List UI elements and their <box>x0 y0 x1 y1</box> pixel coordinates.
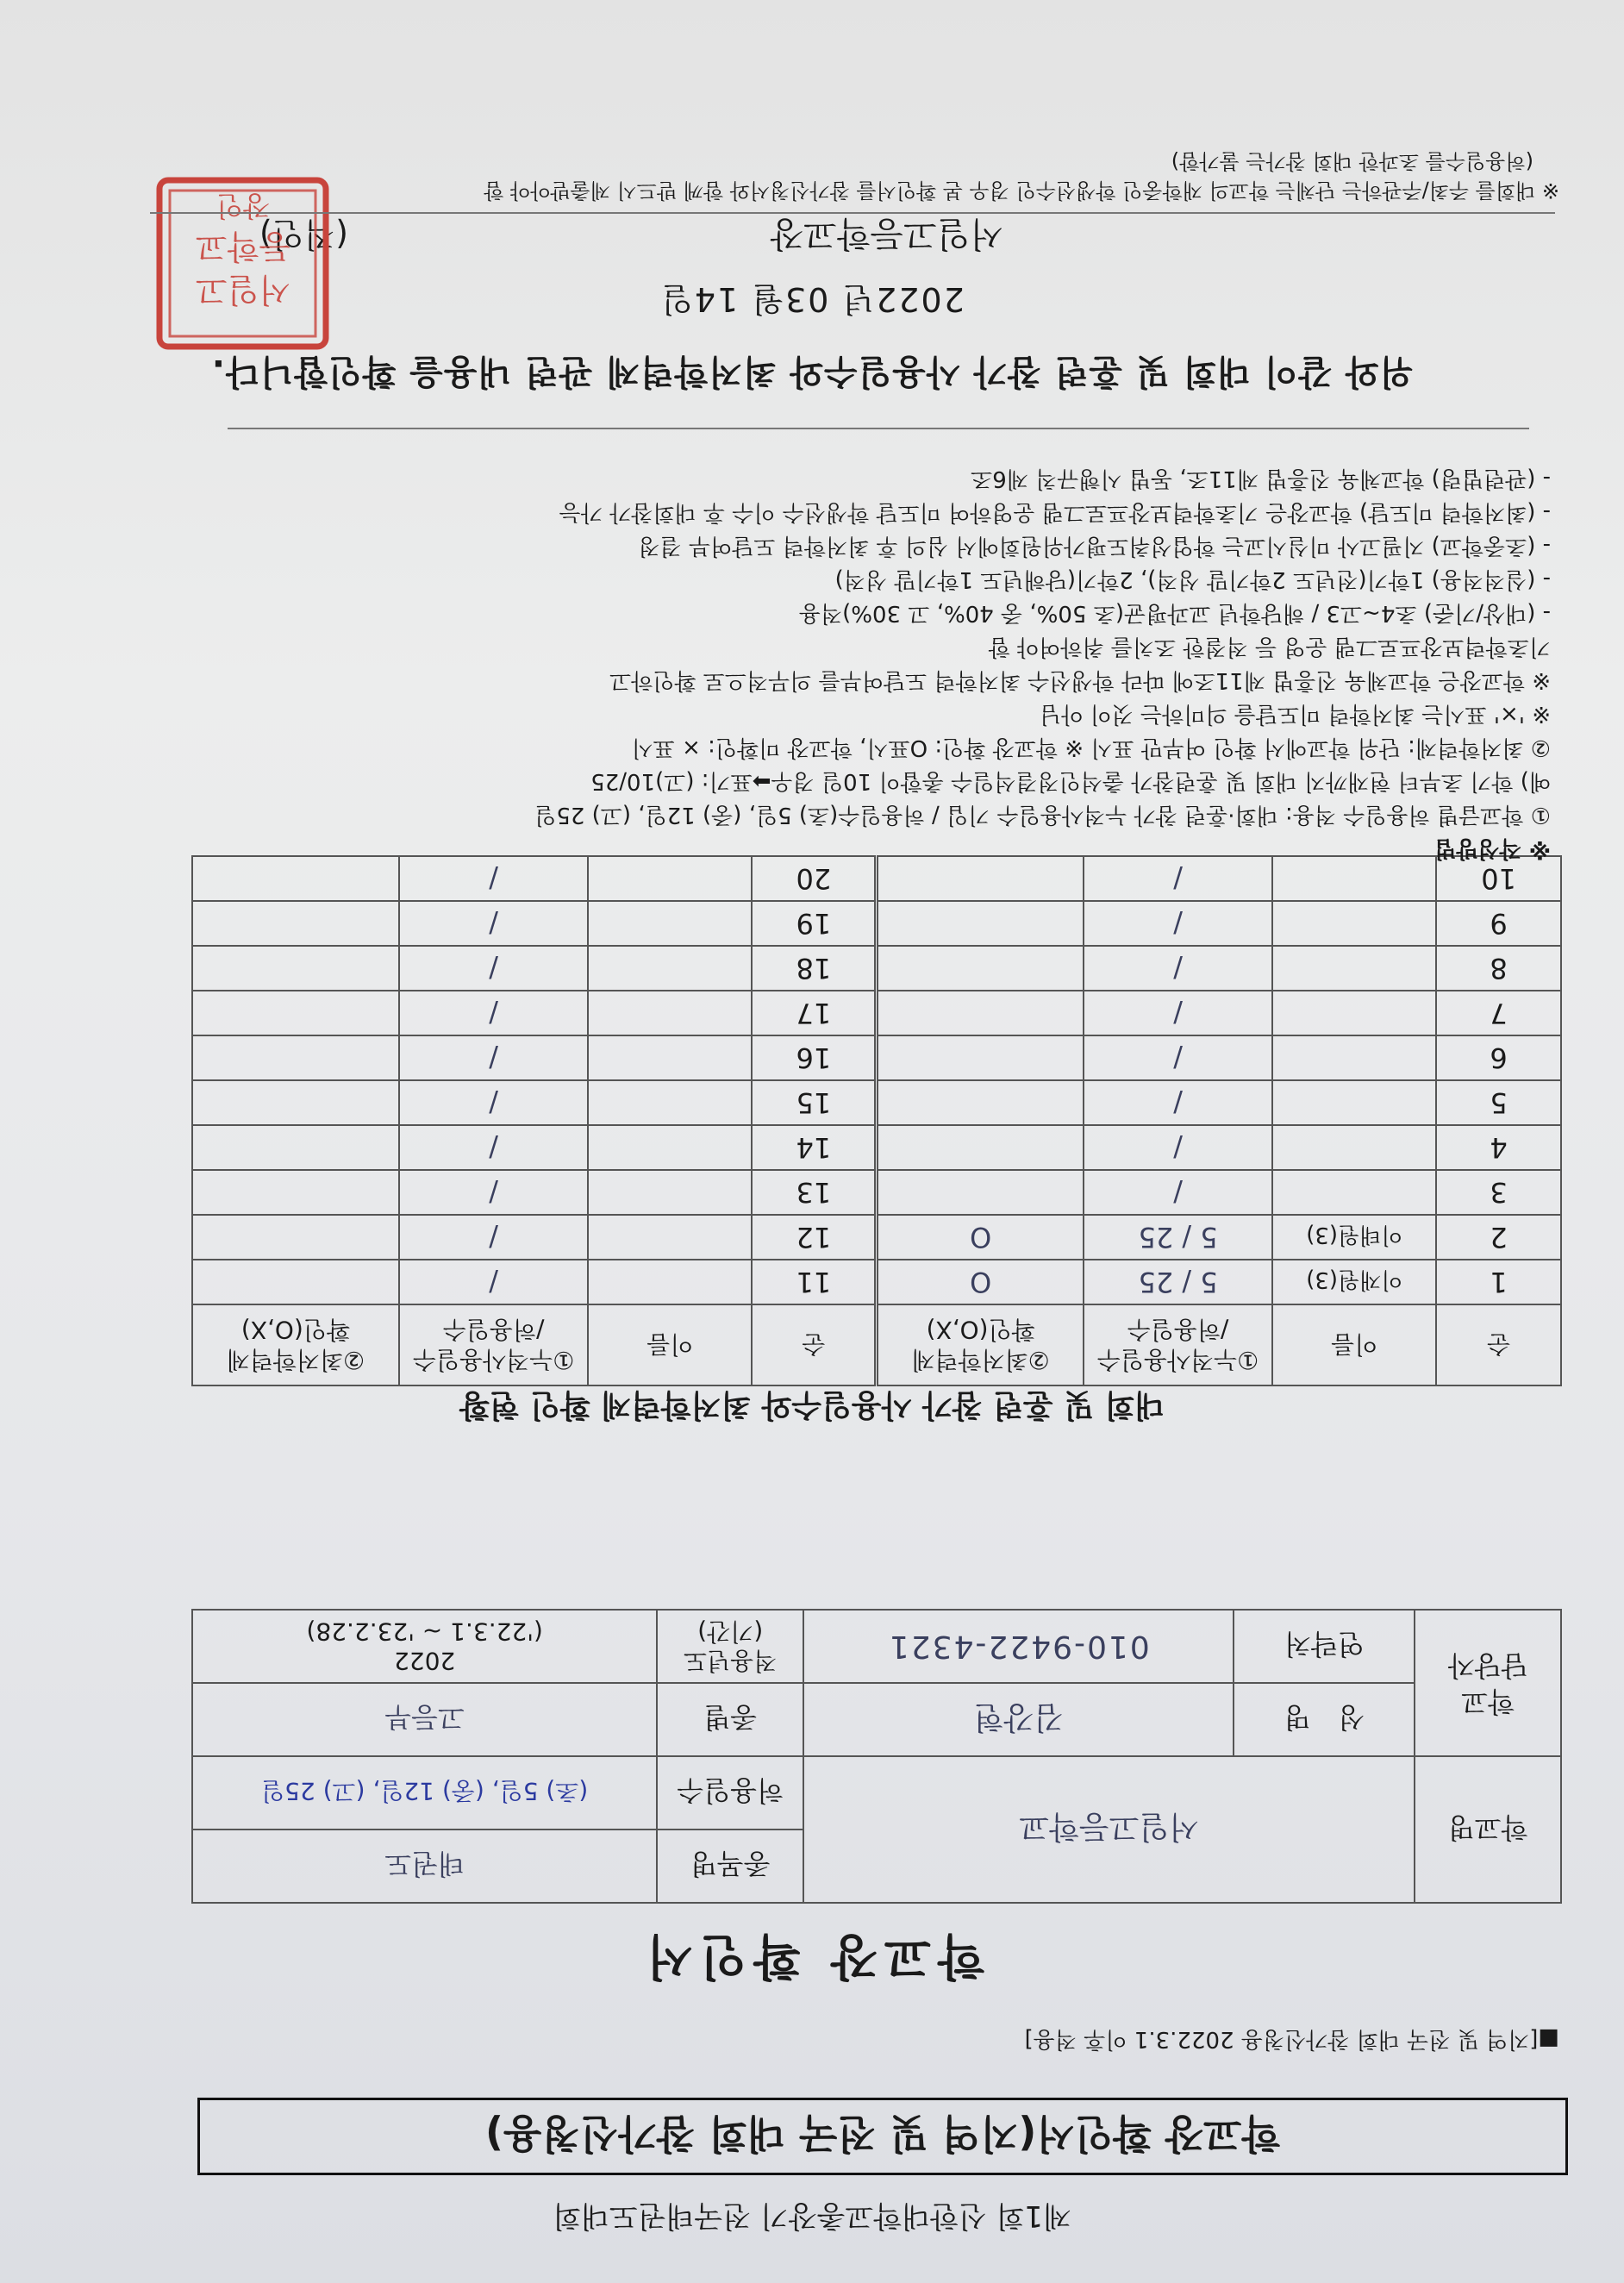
roster-cell-days: / <box>399 1170 589 1215</box>
roster-cell-check: O <box>877 1260 1084 1304</box>
signer-title: 서일고등학교장 <box>770 214 1003 253</box>
roster-cell-days: 5 / 25 <box>1084 1260 1273 1304</box>
roster-header-cell: 이름 <box>1272 1304 1436 1385</box>
event-title: 제1회 신한대학교총장기 전국태권도대회 <box>553 2199 1071 2233</box>
roster-cell-name <box>588 946 752 991</box>
footnote-line: (허용일수를 초과한 대회 참가는 불가함) <box>1171 149 1533 173</box>
roster-cell-no: 3 <box>1436 1170 1561 1215</box>
manager-name: 김강현 <box>803 1683 1234 1756</box>
instruction-line: - (관련법령) 학교체육 진흥법 제11조, 동법 시행규칙 제6조 <box>971 466 1551 491</box>
seal-label: (직인) <box>259 216 348 253</box>
roster-cell-check <box>877 1035 1084 1080</box>
manager-label: 학교 담당자 <box>1415 1610 1561 1756</box>
main-title: 학교장 확인서(지역 및 전국 대회 참가신청용) <box>485 2111 1280 2157</box>
instruction-line: - (대상/기준) 초4~고3 / 해당학년 교과평균(초 50%, 중 40%, 고 30%)적용 <box>798 600 1551 626</box>
roster-cell-days: / <box>399 1080 589 1125</box>
main-title-box <box>197 2098 1568 2175</box>
svg-text:등학교: 등학교 <box>195 228 291 266</box>
roster-cell-name <box>1272 1170 1436 1215</box>
roster-header-cell: ②최저학력제 확인(O,X) <box>192 1304 399 1385</box>
roster-cell-days: / <box>399 946 589 991</box>
instruction-line: ② 최저학력제: 단위 학교에서 확인 여부만 표시 ※ 학교장 확인: O표시, 학교장 미확인: × 표시 <box>631 735 1551 760</box>
roster-cell-name <box>588 1035 752 1080</box>
instruction-line: - (초중학교) 지필고사 미실시교는 학업성취도평가위원회에서 심의 후 최저학력 도달여부 결정 <box>638 533 1551 559</box>
official-seal-stamp <box>154 175 331 352</box>
roster-cell-no: 20 <box>752 856 877 901</box>
roster-cell-no: 18 <box>752 946 877 991</box>
school-name: 서일고등학교 <box>803 1756 1415 1903</box>
period-value: 2022 ('22.3.1 ~ '23.2.28) <box>192 1610 657 1683</box>
roster-cell-days: / <box>1084 1080 1273 1125</box>
roster-cell-no: 4 <box>1436 1125 1561 1170</box>
roster-cell-name <box>588 901 752 946</box>
roster-cell-check <box>877 901 1084 946</box>
roster-cell-no: 15 <box>752 1080 877 1125</box>
svg-text:장인: 장인 <box>216 190 270 222</box>
event-label: 종목명 <box>657 1830 803 1903</box>
roster-cell-check <box>192 946 399 991</box>
roster-row <box>192 901 1561 946</box>
roster-cell-check <box>192 1215 399 1260</box>
roster-cell-no: 6 <box>1436 1035 1561 1080</box>
roster-cell-days: / <box>1084 1125 1273 1170</box>
roster-cell-days: / <box>1084 991 1273 1035</box>
roster-cell-no: 10 <box>1436 856 1561 901</box>
school-info-table <box>191 1609 1562 1904</box>
contact-label: 연락처 <box>1234 1610 1415 1683</box>
instructions <box>206 461 1551 865</box>
divider-line <box>228 428 1529 429</box>
roster-table <box>191 855 1562 1386</box>
roster-header-cell: ②최저학력제 확인(O,X) <box>877 1304 1084 1385</box>
roster-cell-check <box>192 1170 399 1215</box>
roster-cell-days: / <box>399 1260 589 1304</box>
roster-header-row <box>192 1304 1561 1385</box>
roster-cell-check <box>192 991 399 1035</box>
roster-cell-no: 7 <box>1436 991 1561 1035</box>
roster-cell-check <box>192 1035 399 1080</box>
school-label: 학교명 <box>1415 1756 1561 1903</box>
roster-cell-check <box>877 991 1084 1035</box>
roster-cell-days: / <box>399 991 589 1035</box>
instruction-line: ① 학교급별 허용일수 적용: 대회·훈련 참가 누적사용일수 기입 / 허용일수(초) 5일, (중) 12일, (고) 25일 <box>534 802 1551 828</box>
instruction-line: ※ 학교장은 학교체육 진흥법 제11조에 따라 학생선수 최저학력 도달여부를 의무적으로 확인하고 <box>609 667 1551 693</box>
roster-cell-days: / <box>1084 901 1273 946</box>
roster-cell-name <box>588 1260 752 1304</box>
roster-row <box>192 1215 1561 1260</box>
roster-cell-days: / <box>399 1035 589 1080</box>
roster-cell-name: 이재원(3) <box>1272 1260 1436 1304</box>
roster-cell-no: 17 <box>752 991 877 1035</box>
allowed-days-value: (초) 5일, (중) 12일, (고) 25일 <box>192 1756 657 1830</box>
roster-header-cell: ①누적사용일수 /허용일수 <box>1084 1304 1273 1385</box>
section-title: 대회 및 훈련 참가 사용일수와 최저학력제 확인 현황 <box>459 1387 1165 1423</box>
roster-row <box>192 1125 1561 1170</box>
allowed-days-label: 허용일수 <box>657 1756 803 1830</box>
roster-cell-check <box>192 1260 399 1304</box>
roster-cell-no: 2 <box>1436 1215 1561 1260</box>
roster-cell-days: / <box>399 1125 589 1170</box>
roster-row <box>192 946 1561 991</box>
roster-cell-check <box>877 1125 1084 1170</box>
roster-cell-name <box>1272 1035 1436 1080</box>
roster-cell-no: 19 <box>752 901 877 946</box>
certificate-title: 학교장 확인서 <box>639 1928 985 1984</box>
roster-row <box>192 991 1561 1035</box>
confirmation-statement: 위와 같이 대회 및 훈련 참가 사용일수와 최저학력제 관련 내용을 확인합니다. <box>210 352 1414 391</box>
roster-cell-no: 11 <box>752 1260 877 1304</box>
roster-cell-name: 이태원(3) <box>1272 1215 1436 1260</box>
roster-cell-no: 13 <box>752 1170 877 1215</box>
instruction-line: - (최저학력 미도달) 학교장은 기초학력보장프로그램 운영하여 미도달 학생선수 이수 후 대회참가 가능 <box>559 499 1551 525</box>
roster-cell-days: / <box>399 1215 589 1260</box>
roster-row <box>192 1080 1561 1125</box>
roster-cell-name <box>588 1170 752 1215</box>
roster-cell-name <box>1272 991 1436 1035</box>
svg-text:서일고: 서일고 <box>195 271 291 309</box>
roster-header-cell: 순 <box>1436 1304 1561 1385</box>
footnote <box>484 147 1559 205</box>
roster-cell-no: 14 <box>752 1125 877 1170</box>
name-label: 성 명 <box>1234 1683 1415 1756</box>
instructions-header: ※ 작성방법 <box>1434 835 1551 861</box>
event-value: 태권도 <box>192 1830 657 1903</box>
roster-row <box>192 1170 1561 1215</box>
roster-cell-no: 16 <box>752 1035 877 1080</box>
roster-cell-name <box>588 991 752 1035</box>
roster-cell-name <box>588 1215 752 1260</box>
roster-cell-days: / <box>1084 1035 1273 1080</box>
roster-cell-check <box>192 1080 399 1125</box>
subtitle-note: ■[지역 및 전국 대회 참가신청용 2022.3.1 이후 적용] <box>1024 2026 1559 2052</box>
roster-cell-name <box>1272 901 1436 946</box>
roster-cell-days: / <box>399 901 589 946</box>
roster-header-cell: ①누적사용일수 /허용일수 <box>399 1304 589 1385</box>
roster-header-cell: 순 <box>752 1304 877 1385</box>
roster-cell-name <box>588 1080 752 1125</box>
divider-line <box>150 212 1555 214</box>
roster-row <box>192 1260 1561 1304</box>
roster-cell-no: 9 <box>1436 901 1561 946</box>
level-label: 종별 <box>657 1683 803 1756</box>
roster-cell-days: / <box>399 856 589 901</box>
footnote-line: ※ 대회를 주최/주관하는 단체는 학교의 재학중인 학생선수인 경우 본 확인서를 참가신청서와 함께 받드시 제출받아야 함 <box>484 178 1559 203</box>
roster-cell-check <box>877 946 1084 991</box>
instruction-line: ※ '×' 표시는 최저학력 미도달을 의미하는 것이 아님 <box>1040 701 1551 727</box>
instruction-line: - (실적적용) 1학기(전년도 2학기말 성적), 2학기(당해년도 1학기말 성적) <box>834 566 1551 592</box>
level-value: 고등부 <box>192 1683 657 1756</box>
issue-date: 2022년 03월 14일 <box>659 280 965 318</box>
period-label: 적용년도 (기간) <box>657 1610 803 1683</box>
roster-cell-check <box>877 1080 1084 1125</box>
roster-cell-name <box>1272 946 1436 991</box>
roster-cell-days: / <box>1084 1170 1273 1215</box>
roster-cell-no: 5 <box>1436 1080 1561 1125</box>
instruction-line: 기초학력보장프로그램 운영 등 적절한 조치를 취하여야 함 <box>988 634 1551 660</box>
roster-cell-check <box>192 901 399 946</box>
roster-cell-days: 5 / 25 <box>1084 1215 1273 1260</box>
roster-row <box>192 1035 1561 1080</box>
contact-value: 010-9422-4321 <box>803 1610 1234 1683</box>
roster-cell-check <box>192 1125 399 1170</box>
roster-cell-check <box>877 1170 1084 1215</box>
instruction-line: 예) 학기 초부터 현재까지 대회 및 훈련참가 출석인정결석일수 총합이 10일 경우➡표기: (고)10/25 <box>590 768 1551 794</box>
roster-cell-no: 8 <box>1436 946 1561 991</box>
roster-cell-check: O <box>877 1215 1084 1260</box>
roster-cell-days: / <box>1084 856 1273 901</box>
roster-header-cell: 이름 <box>588 1304 752 1385</box>
roster-cell-name <box>588 1125 752 1170</box>
roster-cell-days: / <box>1084 946 1273 991</box>
roster-cell-no: 12 <box>752 1215 877 1260</box>
roster-cell-name <box>1272 1125 1436 1170</box>
roster-cell-name <box>1272 1080 1436 1125</box>
roster-cell-no: 1 <box>1436 1260 1561 1304</box>
